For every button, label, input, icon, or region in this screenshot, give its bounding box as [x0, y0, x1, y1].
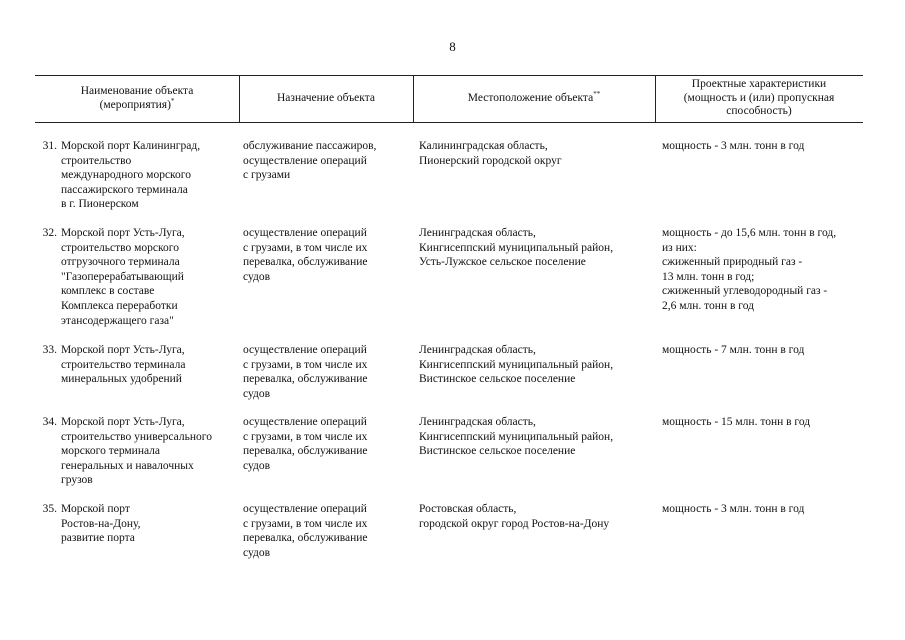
header-location-footnote-mark: ** [593, 89, 601, 98]
page-number: 8 [449, 39, 456, 54]
column-header-purpose [239, 75, 413, 122]
header-name-footnote-mark: * [170, 96, 175, 105]
row-number: 35. [42, 503, 57, 515]
row-capacity: мощность - 3 млн. тонн в год [662, 140, 805, 152]
row-object-name: Морской порт Калининград, строительство международного морского пассажирского терминала в г. Пионерском [61, 140, 201, 211]
header-name-text: Наименование объекта (мероприятия) [80, 85, 194, 111]
row-purpose: осуществление операций с грузами, в том числе их перевалка, обслуживание судов [243, 416, 368, 472]
row-number: 34. [42, 416, 57, 428]
row-location: Ленинградская область, Кингисеппский муниципальный район, Вистинское сельское поселение [419, 416, 614, 458]
column-header-name [35, 75, 239, 122]
row-number: 31. [42, 140, 57, 152]
column-header-capacity [655, 75, 863, 122]
row-object-name: Морской порт Усть-Луга, строительство универсального морского терминала генеральных и навалочных грузов [61, 416, 212, 487]
column-header-location [413, 75, 655, 122]
row-location: Ленинградская область, Кингисеппский муниципальный район, Вистинское сельское поселение [419, 344, 614, 386]
row-capacity: мощность - 15 млн. тонн в год [662, 416, 811, 428]
row-number: 33. [42, 344, 57, 356]
row-object-name: Морской порт Усть-Луга, строительство морского отгрузочного терминала "Газоперерабатывающий комплекс в составе Комплекса переработки этансодержащего газа" [61, 227, 185, 327]
row-purpose: обслуживание пассажиров, осуществление операций с грузами [243, 140, 377, 182]
row-location: Ростовская область, городской округ город Ростов-на-Дону [419, 503, 610, 530]
table-header-rule [35, 122, 863, 123]
row-capacity: мощность - 3 млн. тонн в год [662, 503, 805, 515]
row-purpose: осуществление операций с грузами, в том числе их перевалка, обслуживание судов [243, 227, 368, 283]
row-purpose: осуществление операций с грузами, в том числе их перевалка, обслуживание судов [243, 503, 368, 559]
row-location: Ленинградская область, Кингисеппский муниципальный район, Усть-Лужское сельское поселение [419, 227, 614, 269]
header-location-text: Местоположение объекта [467, 91, 594, 104]
row-object-name: Морской порт Ростов-на-Дону, развитие порта [61, 503, 141, 545]
row-purpose: осуществление операций с грузами, в том числе их перевалка, обслуживание судов [243, 344, 368, 400]
row-number: 32. [42, 227, 57, 239]
row-capacity: мощность - до 15,6 млн. тонн в год, из них: сжиженный природный газ - 13 млн. тонн в год; сжиженный углеводородный газ - 2,6 млн. тонн в год [662, 227, 837, 312]
row-object-name: Морской порт Усть-Луга, строительство терминала минеральных удобрений [61, 344, 186, 386]
row-capacity: мощность - 7 млн. тонн в год [662, 344, 805, 356]
row-location: Калининградская область, Пионерский городской округ [419, 140, 562, 167]
header-capacity-text: Проектные характеристики (мощность и (или) пропускная способность) [683, 78, 835, 118]
header-purpose-text: Назначение объекта [277, 91, 375, 104]
